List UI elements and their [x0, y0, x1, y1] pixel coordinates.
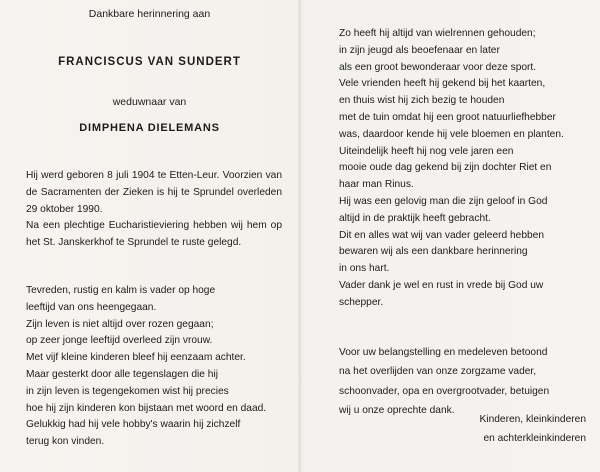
- memories-line: in zijn jeugd als beoefenaar en later: [339, 44, 500, 56]
- memories-line: in ons hart.: [339, 263, 390, 275]
- memories-text: [339, 26, 583, 312]
- thanks-line: schoonvader, opa en overgrootvader, betuigen: [339, 385, 550, 397]
- memories-line: bewaren wij als een dankbare herinnering: [339, 246, 528, 258]
- memories-line: altijd in de praktijk heeft gebracht.: [339, 212, 491, 224]
- memories-line: mooie oude dag gekend bij zijn dochter Riet en: [339, 162, 552, 174]
- memories-line: Vader dank je wel en rust in vrede bij God uw: [339, 279, 544, 291]
- memories-line: Uiteindelijk heeft hij nog vele jaren een: [339, 145, 514, 157]
- intro-text: Dankbare herinnering aan: [88, 8, 211, 20]
- poem-line: Maar gesterkt door alle tegenslagen die hij: [26, 368, 218, 380]
- memories-line: Hij was een gelovig man die zijn geloof in God: [339, 195, 548, 207]
- relation-text: weduwnaar van: [112, 96, 187, 108]
- poem-line: Tevreden, rustig en kalm is vader op hoge: [26, 285, 216, 296]
- biography-paragraph: Hij werd geboren 8 juli 1904 te Etten-Leur. Voorzien van de Sacramenten der Zieken is hij te Sprundel overleden 29 oktober 1990.: [26, 170, 282, 215]
- poem: [26, 283, 286, 451]
- family-signature: [446, 410, 586, 448]
- poem-line: Met vijf kleine kinderen bleef hij eenzaam achter.: [26, 352, 246, 364]
- biography-paragraph: Na een plechtige Eucharistieviering hebben wij hem op het St. Janskerkhof te Sprundel te ruste gelegd.: [26, 220, 282, 249]
- memories-line: Vele vrienden heeft hij gekend bij het kaarten,: [339, 78, 546, 90]
- deceased-name: FRANCISCUS VAN SUNDERT: [58, 56, 241, 68]
- thanks-text: [339, 343, 585, 420]
- poem-line: leeftijd van ons heengegaan.: [26, 301, 157, 313]
- memories-line: en thuis wist hij zich bezig te houden: [339, 95, 505, 107]
- memories-line: was, daardoor kende hij vele bloemen en planten.: [339, 128, 564, 140]
- thanks-line: Voor uw belangstelling en medeleven betoond: [339, 347, 548, 358]
- thanks-line: na het overlijden van onze zorgzame vader,: [339, 366, 537, 378]
- memories-line: haar man Rinus.: [339, 179, 414, 191]
- poem-line: Gelukkig had hij vele hobby's waarin hij zichzelf: [26, 419, 241, 431]
- thanks-line: wij u onze oprechte dank.: [339, 404, 455, 416]
- poem-line: hoe hij zijn kinderen kon bijstaan met woord en daad.: [26, 402, 267, 414]
- memories-line: Zo heeft hij altijd van wielrennen gehouden;: [339, 28, 536, 39]
- poem-line: terug kon vinden.: [26, 436, 105, 448]
- card-fold: [299, 0, 301, 472]
- signature-line: en achterkleinkinderen: [483, 433, 586, 444]
- signature-line: Kinderen, kleinkinderen: [479, 414, 586, 425]
- poem-line: Zijn leven is niet altijd over rozen gegaan;: [26, 318, 214, 330]
- biography: [26, 168, 282, 252]
- memories-line: met de tuin omdat hij een groot natuurliefhebber: [339, 111, 556, 123]
- poem-line: in zijn leven is tegengekomen wist hij precies: [26, 385, 229, 397]
- memories-line: als een groot bewonderaar voor deze sport.: [339, 61, 537, 73]
- memories-line: Dit en alles wat wij van vader geleerd hebben: [339, 229, 545, 241]
- spouse-name: DIMPHENA DIELEMANS: [79, 122, 220, 134]
- poem-line: op zeer jonge leeftijd overleed zijn vrouw.: [26, 335, 213, 347]
- memories-line: schepper.: [339, 296, 384, 308]
